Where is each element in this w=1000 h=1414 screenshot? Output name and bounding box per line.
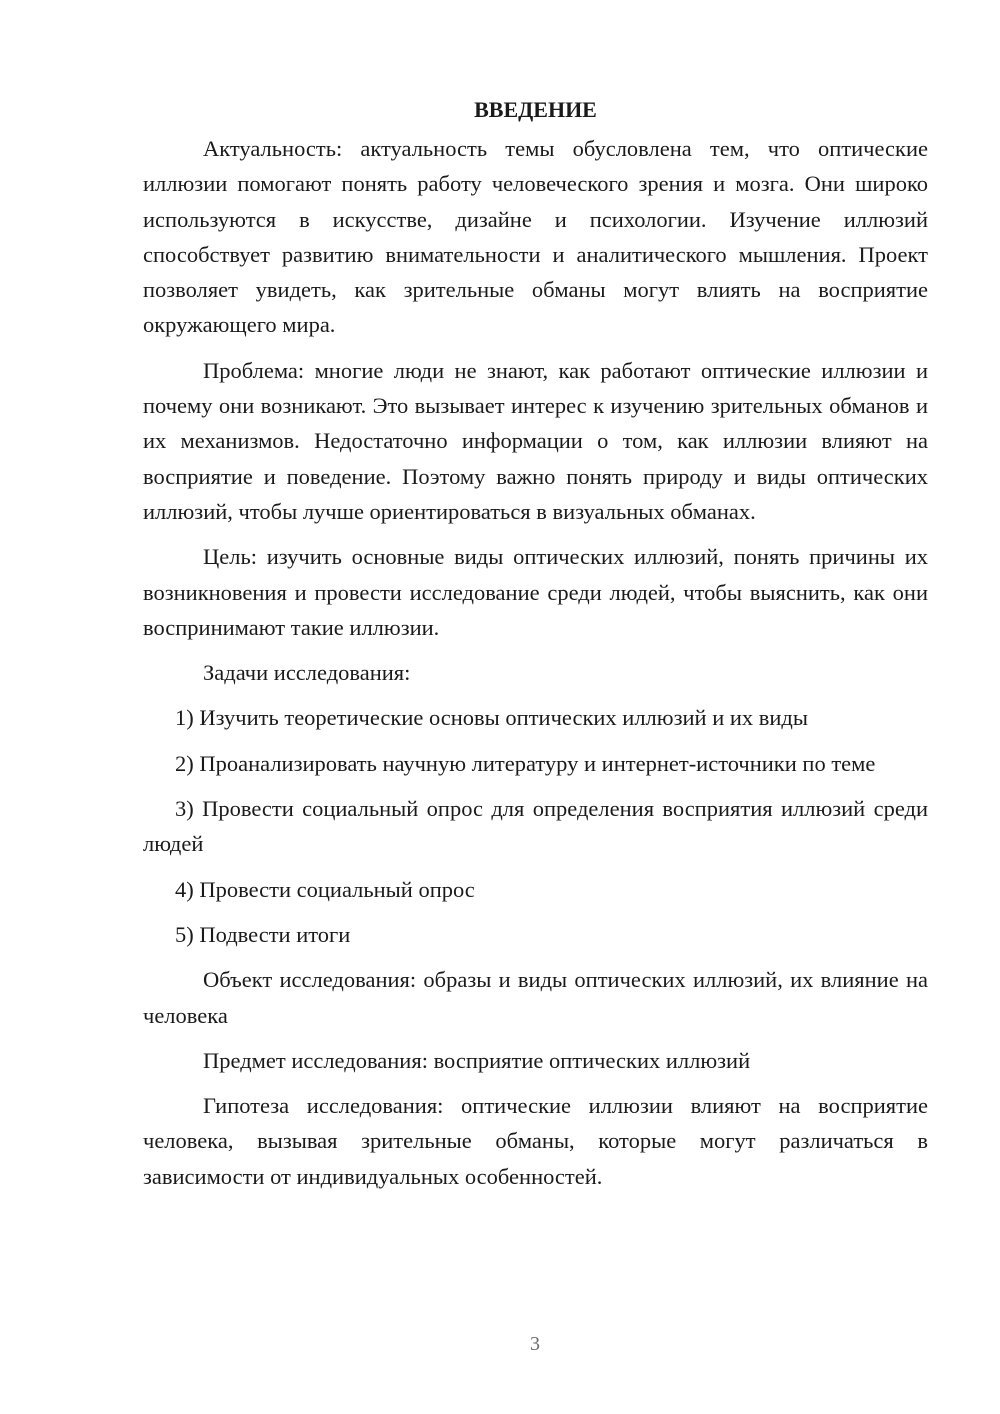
paragraph-object: Объект исследования: образы и виды оптических иллюзий, их влияние на человека [143,967,928,1028]
task-item-3: 3) Провести социальный опрос для определения восприятия иллюзий среди людей [143,796,928,857]
page-number: 3 [530,1333,540,1355]
paragraph-relevance: Актуальность: актуальность темы обусловлена тем, что оптические иллюзии помогают понять работу человеческого зрения и мозга. Они широко используются в искусстве, дизайне и психологии. Изучение иллюзий способствует развитию внимательности и аналитического мышления. Проект позволяет увидеть, как зрительные обманы могут влиять на восприятие окружающего мира. [143,136,928,338]
paragraph-subject: Предмет исследования: восприятие оптических иллюзий [203,1047,751,1073]
task-item-2: 2) Проанализировать научную литературу и интернет-источники по теме [175,750,876,776]
paragraph-goal: Цель: изучить основные виды оптических иллюзий, понять причины их возникновения и провести исследование среди людей, чтобы выяснить, как они воспринимают такие иллюзии. [143,544,928,640]
paragraph-problem: Проблема: многие люди не знают, как работают оптические иллюзии и почему они возникают. Это вызывает интерес к изучению зрительных обманов и их механизмов. Недостаточно информации о том, как иллюзии влияют на восприятие и поведение. Поэтому важно понять природу и виды оптических иллюзий, чтобы лучше ориентироваться в визуальных обманах. [143,357,928,524]
paragraph-hypothesis: Гипотеза исследования: оптические иллюзии влияют на восприятие человека, вызывая зрительные обманы, которые могут различаться в зависимости от индивидуальных особенностей. [143,1093,928,1189]
task-item-4: 4) Провести социальный опрос [175,876,475,902]
tasks-heading: Задачи исследования: [203,660,411,686]
page-content [143,92,928,1204]
task-item-5: 5) Подвести итоги [175,921,351,947]
task-item-1: 1) Изучить теоретические основы оптических иллюзий и их виды [175,705,808,731]
section-title: ВВЕДЕНИЕ [474,97,597,122]
